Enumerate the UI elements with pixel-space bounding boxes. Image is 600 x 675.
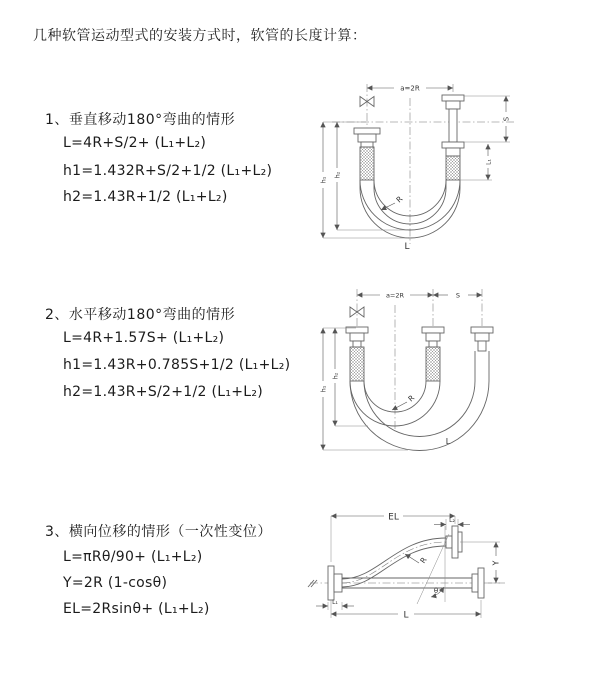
diagram-horizontal-180-bend [308,281,600,455]
dim-l1 [316,599,354,610]
dim-label-l1: L₁ [485,159,493,165]
section-2-formula-L: L=4R+1.57S+ (L₁+L₂) [63,330,225,346]
dim-label-L: L [445,437,451,446]
s-curve-hose [342,538,446,587]
section-3-heading: 3、横向位移的情形（一次性变位） [45,524,272,540]
radius-label: R [394,194,405,205]
dim-label-a2r: a=2R [400,84,420,93]
section-1-formula-h2: h2=1.43R+1/2 (L₁+L₂) [63,189,228,205]
dim-label-l1: L₁ [332,599,338,606]
dim-el [331,512,455,566]
angle-label-theta: θ [433,587,439,595]
dim-label-el: EL [388,512,399,523]
dim-label-s: S [502,116,511,122]
left-fitting [354,128,380,180]
dim-L [331,600,481,621]
braided-hose-left [350,347,364,381]
section-1-formula-h1: h1=1.432R+S/2+1/2 (L₁+L₂) [63,163,273,179]
dim-label-L: L [403,610,409,621]
upper-flange-moved-position [446,526,462,558]
left-flange [328,566,342,600]
radius-label: R [406,393,417,404]
section-3-formula-EL: EL=2Rsinθ+ (L₁+L₂) [63,601,210,617]
diagram-vertical-180-bend [310,76,592,256]
left-fitting [346,327,368,381]
dim-a2r [357,292,433,300]
section-1-heading: 1、垂直移动180°弯曲的情形 [45,112,236,128]
section-2-formula-h1: h1=1.43R+0.785S+1/2 (L₁+L₂) [63,357,291,373]
radius-callout [381,194,404,210]
u-bend-hose [350,351,489,451]
diagram-lateral-displacement [300,502,600,652]
braided-hose-middle [426,347,440,381]
centerline-break-mark [308,580,317,587]
radius-callout [392,393,416,410]
dim-label-h1: h₁ [319,385,328,393]
section-3-formula-Y: Y=2R (1-cosθ) [63,575,168,591]
dim-l1 [460,144,493,180]
dim-s [433,292,482,300]
right-fitting-moved-position [471,327,493,351]
dim-label-s: S [455,291,461,300]
dim-label-l2: L₂ [449,517,455,524]
page-title: 几种软管运动型式的安装方式时，软管的长度计算： [33,28,367,44]
dim-label-L: L [404,242,410,252]
dim-label-y: Y [491,560,501,566]
centerlines [357,289,482,431]
radius-label: R [418,555,429,566]
dim-label-h2: h₂ [333,171,342,179]
dim-a2r [367,85,453,93]
braided-hose-right [446,156,460,180]
section-1-formula-L: L=4R+S/2+ (L₁+L₂) [63,135,207,151]
dim-label-a2r: a=2R [385,291,405,300]
dim-label-h1: h₁ [319,176,328,184]
dim-s [464,96,511,142]
radius-callout [405,554,429,565]
middle-fitting [422,327,444,381]
section-2-formula-h2: h2=1.43R+S/2+1/2 (L₁+L₂) [63,384,264,400]
right-fitting-two-positions [442,95,464,180]
dim-label-h2: h₂ [331,372,340,380]
section-3-formula-L: L=πRθ/90+ (L₁+L₂) [63,549,203,565]
braided-hose-left [360,147,374,180]
section-2-heading: 2、水平移动180°弯曲的情形 [45,307,236,323]
